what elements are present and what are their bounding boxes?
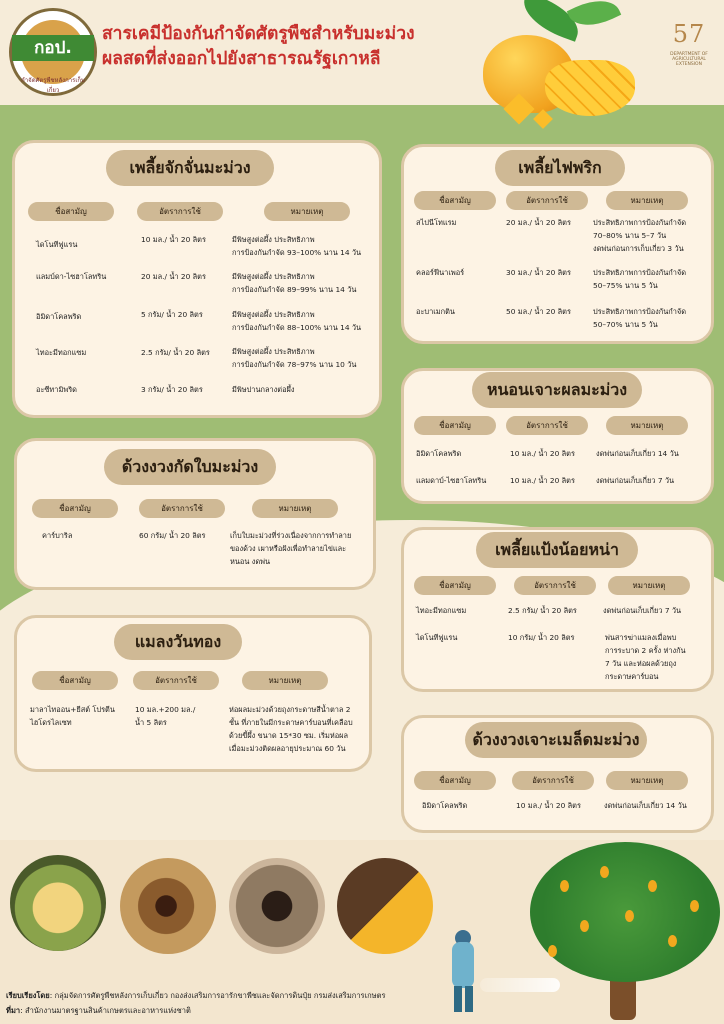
column-header-rate: อัตราการใช้ [139,499,225,518]
farmer-leg [454,986,462,1012]
credit-source-text: : สำนักงานมาตรฐานสินค้าเกษตรและอาหารแห่งชาติ [20,1006,191,1015]
title-line-1: สารเคมีป้องกันกำจัดศัตรูพืชสำหรับมะม่วง [102,24,415,44]
remark-line: ของด้วง เผาหรือฝังเพื่อทำลายไข่และ [230,544,347,553]
chemical-name: แลมดาบ์-ไซฮาโลทริน [416,476,487,485]
remark-line: 7 วัน และห่อผลด้วยถุง [605,659,677,668]
card-title: เพลี้ยแป้งน้อยหน่า [476,532,638,568]
remark [605,631,711,683]
spray-mist [480,978,560,992]
credit-source [6,1005,191,1017]
column-header-name: ชื่อสามัญ [32,499,118,518]
usage-rate: 3 กรัม/ น้ำ 20 ลิตร [141,385,203,394]
remark-line: หนอน งดพ่น [230,557,271,566]
remark-line: เก็บใบมะม่วงที่ร่วงเนื่องจากการทำลาย [230,531,352,540]
chemical-name: คาร์บาริล [42,531,73,540]
column-header-rate: อัตราการใช้ [514,576,596,595]
column-header-note: หมายเหตุ [608,576,690,595]
farmer-leg [465,986,473,1012]
mango-fruit-icon [580,920,589,932]
column-header-name: ชื่อสามัญ [28,202,114,221]
page-title [102,22,502,72]
usage-rate: 10 มล./ น้ำ 20 ลิตร [141,235,206,244]
mango-fruit-icon [648,880,657,892]
remark: มีพิษปานกลางต่อผึ้ง [232,385,295,394]
remark-line: การระบาด 2 ครั้ง ห่างกัน [605,646,686,655]
chemical-name: ไดโนทีฟูแรน [416,633,458,642]
remark-line: งดพ่นก่อนการเก็บเกี่ยว 3 วัน [593,244,684,253]
remark-line: เมื่อมะม่วงติดผลอายุประมาณ 60 วัน [229,744,346,753]
usage-rate: 10 มล./ น้ำ 20 ลิตร [510,476,575,485]
usage-rate: 50 มล./ น้ำ 20 ลิตร [506,307,571,316]
remark-line: การป้องกันกำจัด 93–100% นาน 14 วัน [232,248,362,257]
column-header-name: ชื่อสามัญ [414,576,496,595]
usage-rate: 10 มล./ น้ำ 20 ลิตร [510,449,575,458]
remark-line: มีพิษสูงต่อผึ้ง ประสิทธิภาพ [232,347,315,356]
usage-rate: 10 กรัม/ น้ำ 20 ลิตร [508,633,575,642]
seed-weevil-photo [337,858,433,954]
remark-line: กระดาษคาร์บอน [605,672,659,681]
usage-rate: 30 มล./ น้ำ 20 ลิตร [506,268,571,277]
remark [229,703,369,755]
credit-author [6,990,386,1002]
card-title: ด้วงงวงเจาะเมล็ดมะม่วง [465,722,647,758]
chemical-name: อิมิดาโคลพริด [422,801,468,810]
remark [232,233,377,259]
farmer-body [452,942,474,988]
column-header-note: หมายเหตุ [264,202,350,221]
usage-rate [135,703,195,729]
fruit-fly-photo [120,858,216,954]
logo-subtext: กำจัดศัตรูพืชหลังการเก็บเกี่ยว [21,77,85,94]
column-header-name: ชื่อสามัญ [32,671,118,690]
column-header-note: หมายเหตุ [606,771,688,790]
remark: งดพ่นก่อนเก็บเกี่ยว 7 วัน [596,476,675,485]
remark-line: 50–75% นาน 5 วัน [593,281,658,290]
remark-line: ชั้น ที่ภายในมีกระดาษคาร์บอนที่เคลือบ [229,718,353,727]
remark: งดพ่นก่อนเก็บเกี่ยว 14 วัน [604,801,687,810]
chemical-name [30,703,134,729]
column-header-note: หมายเหตุ [606,416,688,435]
weevil-photo [229,858,325,954]
title-line-2: ผลสดที่ส่งออกไปยังสาธารณรัฐเกาหลี [102,49,381,69]
usage-rate: 20 มล./ น้ำ 20 ลิตร [141,272,206,281]
mango-fruit-icon [600,866,609,878]
remark [232,308,377,334]
chemical-name: สไปนีโทแรม [416,218,457,227]
usage-rate-line: 10 มล.+200 มล./ [135,705,196,714]
remark-line: มีพิษสูงต่อผึ้ง ประสิทธิภาพ [232,310,315,319]
chemical-name: อะบาเมกติน [416,307,455,316]
remark-line: การป้องกันกำจัด 89–99% นาน 14 วัน [232,285,357,294]
mango-cubed-icon [545,60,635,116]
remark-line: การป้องกันกำจัด 88–100% นาน 14 วัน [232,323,362,332]
farmer-spraying-icon [446,930,480,1012]
remark-line: การป้องกันกำจัด 78–97% นาน 10 วัน [232,360,357,369]
remark-line: ห่อผลมะม่วงด้วยถุงกระดาษสีน้ำตาล 2 [229,705,351,714]
chemical-name: ไดโนทีฟูแรน [36,240,78,249]
mango-fruit-icon [560,880,569,892]
remark-line: พ่นสารฆ่าแมลงเมื่อพบ [605,633,677,642]
usage-rate: 10 มล./ น้ำ 20 ลิตร [516,801,581,810]
remark [232,270,377,296]
chemical-name: อิมิดาโคลพริด [416,449,462,458]
mango-fruit-icon [690,900,699,912]
card-title: แมลงวันทอง [114,624,242,660]
chemical-name: แลมบ์ดา-ไซฮาโลทริน [36,272,107,281]
remark-line: ประสิทธิภาพการป้องกันกำจัด [593,218,687,227]
usage-rate: 5 กรัม/ น้ำ 20 ลิตร [141,310,203,319]
chemical-name-line: มาลาไทออน+ยีสต์ โปรตีน [30,705,115,714]
column-header-name: ชื่อสามัญ [414,416,496,435]
column-header-rate: อัตราการใช้ [506,191,588,210]
remark-line: ด้วยขี้ผึ้ง ขนาด 15*30 ซม. เริ่มห่อผล [229,731,349,740]
card-title: หนอนเจาะผลมะม่วง [472,372,642,408]
mango-fruit-icon [668,935,677,947]
chemical-name-line: ไฮโดรไลเซท [30,718,72,727]
remark [593,305,711,331]
column-header-name: ชื่อสามัญ [414,771,496,790]
logo-text: กอป. [12,35,94,61]
remark-line: ประสิทธิภาพการป้องกันกำจัด [593,307,687,316]
mango-fruit-icon [548,945,557,957]
remark [593,266,711,292]
remark-line: มีพิษสูงต่อผึ้ง ประสิทธิภาพ [232,235,315,244]
credit-author-text: : กลุ่มจัดการศัตรูพืชหลังการเก็บเกี่ยว กองส่งเสริมการอารักขาพืชและจัดการดินปุ๋ย กรมส่งเสริมการเกษตร [49,991,386,1000]
remark-line: มีพิษสูงต่อผึ้ง ประสิทธิภาพ [232,272,315,281]
department-logo [9,8,97,96]
chemical-name: อะซีทามิพริด [36,385,77,394]
usage-rate: 20 มล./ น้ำ 20 ลิตร [506,218,571,227]
column-header-note: หมายเหตุ [242,671,328,690]
anniversary-subtext: DEPARTMENT OF AGRICULTURAL EXTENSION [670,52,708,67]
column-header-rate: อัตราการใช้ [512,771,594,790]
usage-rate: 60 กรัม/ น้ำ 20 ลิตร [139,531,206,540]
usage-rate-line: น้ำ 5 ลิตร [135,718,167,727]
card-title: ด้วงงวงกัดใบมะม่วง [104,449,276,485]
card-title: เพลี้ยจักจั่นมะม่วง [106,150,274,186]
usage-rate: 2.5 กรัม/ น้ำ 20 ลิตร [141,348,210,357]
chemical-name: คลอร์ฟีนาเพอร์ [416,268,465,277]
remark: งดพ่นก่อนเก็บเกี่ยว 7 วัน [603,606,682,615]
remark [230,529,372,568]
chemical-name: ไทอะมีทอกแซม [416,606,467,615]
remark: งดพ่นก่อนเก็บเกี่ยว 14 วัน [596,449,679,458]
anniversary-logo: 57 [672,20,706,48]
remark [232,345,377,371]
mealybug-photo [10,855,106,951]
usage-rate: 2.5 กรัม/ น้ำ 20 ลิตร [508,606,577,615]
column-header-name: ชื่อสามัญ [414,191,496,210]
column-header-rate: อัตราการใช้ [137,202,223,221]
column-header-note: หมายเหตุ [252,499,338,518]
mango-fruit-icon [625,910,634,922]
column-header-note: หมายเหตุ [606,191,688,210]
remark-line: ประสิทธิภาพการป้องกันกำจัด [593,268,687,277]
column-header-rate: อัตราการใช้ [506,416,588,435]
card-title: เพลี้ยไฟพริก [495,150,625,186]
credit-author-label: เรียบเรียงโดย [6,991,50,1000]
credit-source-label: ที่มา [6,1006,21,1015]
remark [593,216,711,255]
chemical-name: ไทอะมีทอกแซม [36,348,87,357]
chemical-name: อิมิดาโคลพริด [36,312,82,321]
column-header-rate: อัตราการใช้ [133,671,219,690]
remark-line: 70–80% นาน 5–7 วัน [593,231,667,240]
remark-line: 50–70% นาน 5 วัน [593,320,658,329]
